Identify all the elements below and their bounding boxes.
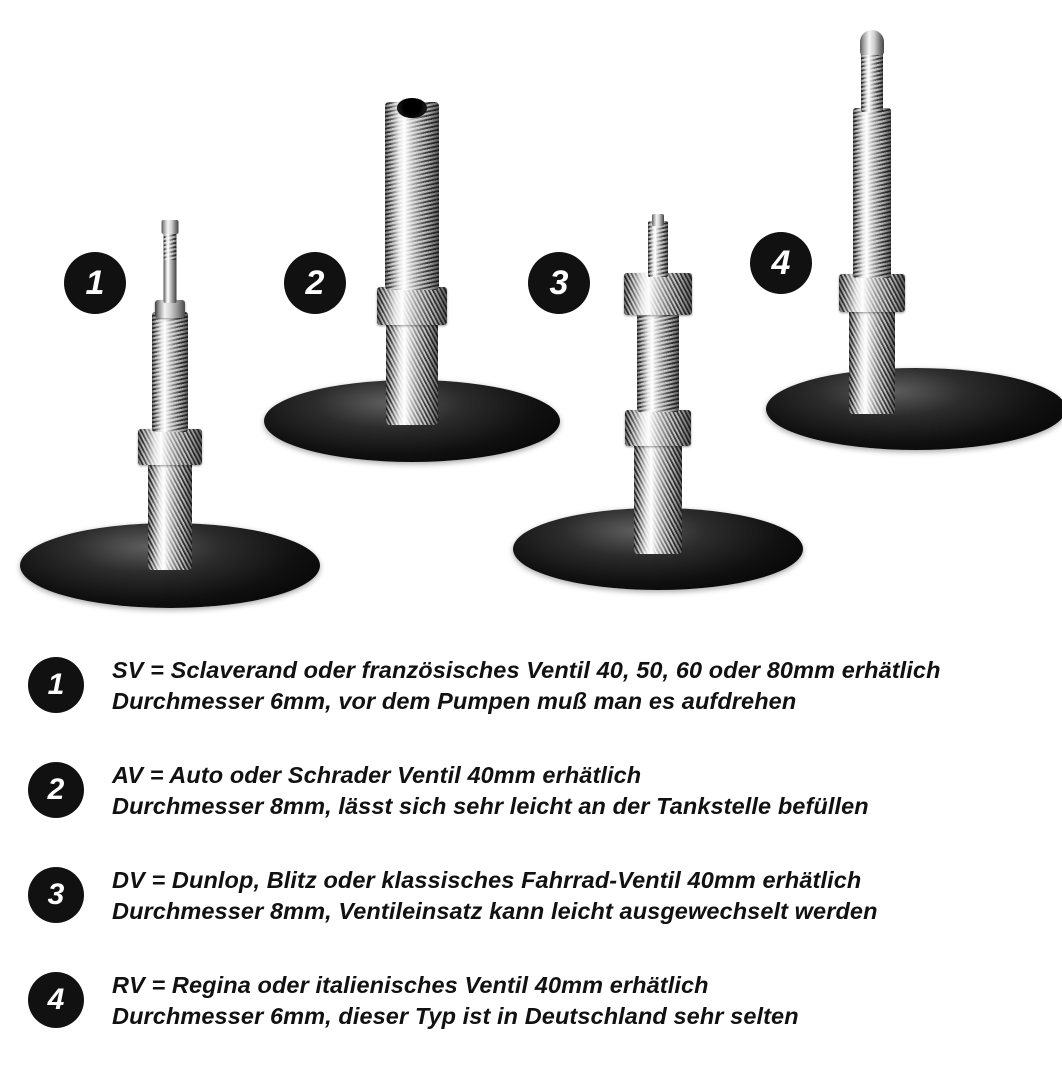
legend-line-secondary: Durchmesser 8mm, Ventileinsatz kann leicht ausgewechselt werden	[112, 898, 878, 924]
legend	[0, 645, 1062, 1075]
valve-nut-knurl-2	[377, 287, 447, 325]
legend-text-2	[112, 760, 869, 822]
legend-text-3	[112, 865, 878, 927]
valve-body-2	[386, 320, 438, 425]
valve-opening-2	[397, 98, 427, 118]
valve-shaft-1	[152, 312, 188, 432]
legend-line-secondary: Durchmesser 8mm, lässt sich sehr leicht an der Tankstelle befüllen	[112, 793, 869, 819]
valve-body-4	[849, 308, 895, 414]
valve-shaft-3	[637, 312, 679, 412]
legend-line-primary: AV = Auto oder Schrader Ventil 40mm erhätlich	[112, 762, 642, 788]
legend-badge-1: 1	[28, 657, 84, 713]
valve-body-1	[148, 460, 192, 570]
valve-core-4	[861, 50, 883, 112]
legend-line-secondary: Durchmesser 6mm, vor dem Pumpen muß man es aufdrehen	[112, 688, 797, 714]
legend-line-primary: RV = Regina oder italienisches Ventil 40mm erhätlich	[112, 972, 709, 998]
legend-line-primary: SV = Sclaverand oder französisches Ventil 40, 50, 60 oder 80mm erhätlich	[112, 657, 941, 683]
legend-item	[28, 865, 1038, 927]
legend-badge-2: 2	[28, 762, 84, 818]
valve-body-3	[634, 442, 682, 554]
valve-nut-knurl-1	[138, 429, 202, 465]
valve-badge-1: 1	[64, 252, 126, 314]
legend-text-1	[112, 655, 941, 717]
valve-shaft-4	[853, 108, 891, 278]
valve-core-3	[648, 221, 668, 277]
legend-line-primary: DV = Dunlop, Blitz oder klassisches Fahrrad-Ventil 40mm erhätlich	[112, 867, 862, 893]
legend-badge-4: 4	[28, 972, 84, 1028]
legend-item	[28, 760, 1038, 822]
valve-nut-knurl-3	[625, 410, 691, 446]
valve-nut-knurl-4	[839, 274, 905, 312]
valve-tip-4	[860, 30, 884, 55]
legend-line-secondary: Durchmesser 6mm, dieser Typ ist in Deutschland sehr selten	[112, 1003, 799, 1029]
legend-badge-3: 3	[28, 867, 84, 923]
legend-item	[28, 970, 1038, 1032]
valve-tip-1	[162, 220, 179, 234]
legend-item	[28, 655, 1038, 717]
valve-core-thread-1	[164, 232, 177, 260]
valve-illustration-4	[742, 10, 1052, 630]
valve-badge-4: 4	[750, 232, 812, 294]
valve-badge-2: 2	[284, 252, 346, 314]
legend-text-4	[112, 970, 799, 1032]
valve-tip-3	[652, 214, 664, 226]
valve-collar-knurl-3	[624, 273, 692, 315]
valve-badge-3: 3	[528, 252, 590, 314]
tube-base-4	[766, 368, 1062, 450]
valve-shaft-2	[385, 102, 439, 290]
